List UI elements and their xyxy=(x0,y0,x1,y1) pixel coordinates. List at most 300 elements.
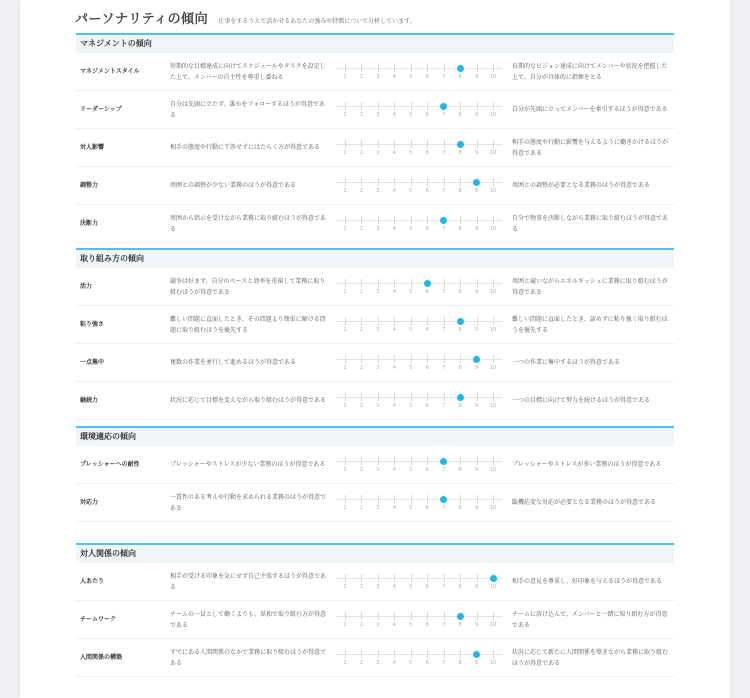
scale-number: 6 xyxy=(425,226,429,232)
trait-row xyxy=(76,446,674,484)
scale-number: 6 xyxy=(425,74,429,80)
section-2 xyxy=(76,426,674,522)
scale-number: 9 xyxy=(474,74,479,80)
trait-row xyxy=(76,53,674,91)
trait-row xyxy=(76,91,674,129)
scale-number: 9 xyxy=(474,289,479,295)
score-marker xyxy=(473,179,480,186)
scale-tick xyxy=(411,355,412,363)
scale-tick xyxy=(477,317,478,325)
trait-right-description: 難しい問題に直面したとき、諦めずに粘り強く取り組むほうを優先する xyxy=(512,315,668,334)
scale-number: 8 xyxy=(458,622,462,628)
scale-number: 4 xyxy=(392,226,396,232)
scale-tick xyxy=(427,650,428,658)
scale-tick xyxy=(411,64,412,72)
score-marker xyxy=(440,496,447,503)
trait-right-description: 一つの目標に向けて努力を続けるほうが得意である xyxy=(512,397,651,404)
scale-number: 7 xyxy=(442,289,446,295)
page-header xyxy=(75,8,416,27)
scale-number: 8 xyxy=(458,403,462,409)
scale-tick xyxy=(411,216,412,224)
trait-scale xyxy=(336,494,502,516)
scale-number: 5 xyxy=(409,584,413,590)
trait-left-description: すでにある人間関係のなかで業務に取り組むほうが得意である xyxy=(170,648,327,667)
scale-number: 9 xyxy=(474,365,479,371)
scale-number: 3 xyxy=(376,188,380,194)
scale-number: 5 xyxy=(409,403,413,409)
trait-right-description: 相手の意見を尊重し、好印象を与えるほうが得意である xyxy=(512,578,663,585)
scale-tick xyxy=(493,64,494,72)
scale-tick xyxy=(345,650,346,658)
scale-tick xyxy=(460,457,461,465)
scale-number: 1 xyxy=(343,150,347,156)
scale-tick xyxy=(361,457,362,465)
trait-right-description: チームに溶け込んで、メンバーと一緒に取り組む方が得意である xyxy=(512,610,668,629)
trait-row xyxy=(76,601,674,639)
scale-number: 4 xyxy=(392,505,396,511)
scale-number: 4 xyxy=(392,660,396,666)
scale-number: 1 xyxy=(343,622,347,628)
scale-tick xyxy=(444,650,445,658)
scale-number: 5 xyxy=(409,660,413,666)
scale-number: 4 xyxy=(392,403,396,409)
scale-tick xyxy=(345,495,346,503)
trait-row xyxy=(76,563,674,601)
scale-number: 5 xyxy=(409,622,413,628)
scale-number: 2 xyxy=(359,467,364,473)
trait-right-description: 自分で物事を決断しながら業務に取り組むほうが得意である xyxy=(512,214,669,233)
scale-tick xyxy=(345,355,346,363)
scale-number: 4 xyxy=(392,188,396,194)
scale-tick xyxy=(427,574,428,582)
score-marker xyxy=(473,356,480,363)
trait-left-description: プレッシャーやストレスが少ない業務のほうが得意である xyxy=(170,461,326,468)
scale-tick xyxy=(411,140,412,148)
trait-right-description: 一つの作業に集中するほうが得意である xyxy=(512,359,621,366)
score-marker xyxy=(440,458,447,465)
scale-tick xyxy=(378,102,379,110)
scale-tick xyxy=(361,317,362,325)
trait-left-description: 短期的な目標達成に向けてスケジュールやタスクを設定した上で、メンバーの自主性を尊重し委ねる xyxy=(170,62,326,81)
scale-number: 8 xyxy=(458,226,462,232)
scale-tick xyxy=(361,393,362,401)
scale-tick xyxy=(345,393,346,401)
scale-number: 6 xyxy=(425,112,429,118)
scale-tick xyxy=(477,393,478,401)
scale-number: 6 xyxy=(425,188,429,194)
scale-tick xyxy=(361,140,362,148)
scale-tick xyxy=(394,216,395,224)
scale-tick xyxy=(444,355,445,363)
scale-number: 9 xyxy=(474,467,479,473)
scale-tick xyxy=(427,64,428,72)
scale-number: 10 xyxy=(489,467,497,473)
scale-number: 2 xyxy=(359,188,364,194)
trait-scale xyxy=(336,354,502,376)
score-marker xyxy=(457,613,464,620)
score-marker xyxy=(424,280,431,287)
scale-number: 5 xyxy=(409,112,413,118)
trait-left-description: 自分は先頭に立たず、誰かをフォローするほうが得意である xyxy=(170,100,325,119)
scale-tick xyxy=(477,495,478,503)
trait-label: 決断力 xyxy=(80,220,99,227)
scale-tick xyxy=(411,317,412,325)
scale-tick xyxy=(345,612,346,620)
scale-number: 6 xyxy=(425,403,429,409)
score-marker xyxy=(440,217,447,224)
scale-tick xyxy=(345,216,346,224)
scale-number: 2 xyxy=(359,365,364,371)
scale-number: 3 xyxy=(376,327,380,333)
scale-number: 7 xyxy=(442,584,446,590)
section-heading: 環境適応の傾向 xyxy=(76,426,674,446)
trait-label: 対応力 xyxy=(80,499,99,506)
scale-number: 9 xyxy=(474,150,479,156)
scale-number: 6 xyxy=(425,660,429,666)
score-marker xyxy=(457,141,464,148)
trait-scale xyxy=(336,611,502,633)
scale-number: 10 xyxy=(489,622,497,628)
scale-number: 1 xyxy=(343,226,347,232)
scale-number: 3 xyxy=(376,467,380,473)
scale-tick xyxy=(378,355,379,363)
trait-right-description: 相手の態度や行動に影響を与えるように働きかけるほうが得意である xyxy=(512,138,669,157)
scale-number: 4 xyxy=(392,467,396,473)
scale-number: 10 xyxy=(489,660,497,666)
scale-number: 8 xyxy=(458,289,462,295)
trait-label: 粘り強さ xyxy=(80,321,105,328)
scale-number: 2 xyxy=(359,150,364,156)
trait-scale xyxy=(336,278,502,300)
trait-row xyxy=(76,306,674,344)
trait-label: 人間関係の構築 xyxy=(80,654,123,661)
scale-tick xyxy=(427,612,428,620)
trait-left-description: チームの一員として働くよりも、単独で取り組む方が得意である xyxy=(170,610,327,629)
trait-left-description: 一貫性のある考えや行動を求められる業務のほうが得意である xyxy=(170,493,327,512)
scale-tick xyxy=(460,216,461,224)
scale-number: 3 xyxy=(376,150,380,156)
trait-right-description: 臨機応変な対応が必要となる業務のほうが得意である xyxy=(512,499,657,506)
scale-tick xyxy=(345,64,346,72)
scale-tick xyxy=(444,178,445,186)
scale-tick xyxy=(361,574,362,582)
scale-number: 6 xyxy=(425,150,429,156)
scale-tick xyxy=(378,495,379,503)
trait-right-description: 周囲と競いながらエネルギッシュに業務に取り組むほうが得意である xyxy=(512,277,668,296)
trait-scale xyxy=(336,63,502,85)
scale-number: 3 xyxy=(376,226,380,232)
trait-left-description: 状況に応じて目標を変えながら取り組むほうが得意である xyxy=(170,397,327,404)
trait-label: 一点集中 xyxy=(80,359,105,366)
scale-tick xyxy=(427,457,428,465)
scale-tick xyxy=(378,650,379,658)
scale-number: 1 xyxy=(343,327,347,333)
score-marker xyxy=(457,318,464,325)
scale-number: 10 xyxy=(489,226,497,232)
scale-number: 9 xyxy=(474,112,479,118)
scale-tick xyxy=(493,495,494,503)
scale-number: 7 xyxy=(442,112,446,118)
scale-number: 5 xyxy=(409,467,413,473)
trait-scale xyxy=(336,649,502,671)
trait-label: 対人影響 xyxy=(80,144,105,151)
scale-tick xyxy=(394,64,395,72)
scale-number: 8 xyxy=(458,188,462,194)
scale-number: 7 xyxy=(442,660,446,666)
scale-tick xyxy=(427,393,428,401)
scale-number: 9 xyxy=(474,327,479,333)
scale-tick xyxy=(394,317,395,325)
scale-tick xyxy=(427,355,428,363)
trait-label: リーダーシップ xyxy=(80,106,122,113)
scale-number: 6 xyxy=(425,327,429,333)
scale-number: 1 xyxy=(343,188,347,194)
scale-tick xyxy=(394,393,395,401)
scale-tick xyxy=(427,140,428,148)
scale-tick xyxy=(460,355,461,363)
score-marker xyxy=(440,103,447,110)
scale-number: 1 xyxy=(343,505,347,511)
trait-label: 調整力 xyxy=(80,182,99,189)
scale-number: 8 xyxy=(458,584,462,590)
scale-number: 3 xyxy=(376,505,380,511)
scale-number: 5 xyxy=(409,505,413,511)
trait-right-description: 周囲との調整が必要となる業務のほうが得意である xyxy=(512,182,651,189)
scale-number: 9 xyxy=(474,584,479,590)
scale-tick xyxy=(394,355,395,363)
scale-number: 1 xyxy=(343,365,347,371)
scale-tick xyxy=(345,574,346,582)
scale-number: 7 xyxy=(442,365,446,371)
scale-number: 2 xyxy=(359,112,364,118)
scale-number: 5 xyxy=(409,188,413,194)
scale-tick xyxy=(493,216,494,224)
trait-left-description: 相手の態度や行動に干渉せずにはたらく方が得意である xyxy=(170,144,321,151)
scale-tick xyxy=(345,140,346,148)
scale-number: 8 xyxy=(458,660,462,666)
scale-tick xyxy=(493,355,494,363)
section-1 xyxy=(76,248,674,420)
trait-row xyxy=(76,167,674,205)
trait-left-description: 複数の作業を並行して進めるほうが得意である xyxy=(170,359,297,366)
scale-tick xyxy=(378,457,379,465)
trait-left-description: 難しい問題に直面したとき、その問題より簡単に解ける問題に取り組むほうを優先する xyxy=(170,315,326,334)
trait-left-description: 周囲から指示を受けながら業務に取り組むほうが得意である xyxy=(170,214,327,233)
section-heading: 取り組み方の傾向 xyxy=(76,248,674,268)
scale-tick xyxy=(361,178,362,186)
scale-tick xyxy=(444,393,445,401)
scale-tick xyxy=(411,102,412,110)
scale-number: 10 xyxy=(489,289,497,295)
scale-number: 10 xyxy=(489,403,497,409)
scale-number: 6 xyxy=(425,365,429,371)
trait-right-description: 長期的なビジョン達成に向けてメンバーや状況を把握した上で、自分が具体的に指揮をとる xyxy=(512,62,668,81)
scale-number: 1 xyxy=(343,403,347,409)
scale-tick xyxy=(411,279,412,287)
scale-tick xyxy=(361,102,362,110)
scale-number: 10 xyxy=(489,327,497,333)
trait-scale xyxy=(336,316,502,338)
scale-number: 4 xyxy=(392,112,396,118)
scale-number: 2 xyxy=(359,622,364,628)
scale-tick xyxy=(345,457,346,465)
scale-tick xyxy=(345,102,346,110)
scale-number: 1 xyxy=(343,74,347,80)
scale-number: 4 xyxy=(392,584,396,590)
scale-number: 3 xyxy=(376,74,380,80)
scale-number: 8 xyxy=(458,112,462,118)
scale-tick xyxy=(361,64,362,72)
scale-tick xyxy=(477,574,478,582)
scale-tick xyxy=(493,393,494,401)
scale-number: 8 xyxy=(458,74,462,80)
trait-label: マネジメントスタイル xyxy=(80,68,140,75)
trait-row xyxy=(76,639,674,677)
scale-number: 2 xyxy=(359,327,364,333)
scale-tick xyxy=(394,650,395,658)
scale-number: 2 xyxy=(359,226,364,232)
section-heading: マネジメントの傾向 xyxy=(76,33,674,53)
scale-tick xyxy=(493,457,494,465)
scale-number: 2 xyxy=(359,289,364,295)
score-marker xyxy=(490,575,497,582)
scale-number: 4 xyxy=(392,327,396,333)
trait-left-description: 周囲との調整が少ない業務のほうが得意である xyxy=(170,182,297,189)
section-3 xyxy=(76,543,674,677)
scale-number: 7 xyxy=(442,327,446,333)
scale-number: 4 xyxy=(392,74,396,80)
scale-tick xyxy=(378,612,379,620)
scale-number: 9 xyxy=(474,660,479,666)
scale-number: 10 xyxy=(489,188,497,194)
scale-number: 3 xyxy=(376,622,380,628)
scale-tick xyxy=(444,64,445,72)
scale-tick xyxy=(411,574,412,582)
scale-number: 5 xyxy=(409,327,413,333)
scale-number: 10 xyxy=(489,505,497,511)
trait-label: 人あたり xyxy=(80,578,105,585)
scale-tick xyxy=(378,140,379,148)
scale-tick xyxy=(345,317,346,325)
scale-number: 10 xyxy=(489,584,497,590)
scale-tick xyxy=(460,279,461,287)
scale-number: 2 xyxy=(359,505,364,511)
scale-tick xyxy=(427,495,428,503)
page-title: パーソナリティの傾向 xyxy=(75,12,209,27)
trait-row xyxy=(76,205,674,243)
scale-number: 2 xyxy=(359,403,364,409)
scale-number: 4 xyxy=(392,289,396,295)
scale-tick xyxy=(427,216,428,224)
scale-tick xyxy=(378,317,379,325)
scale-number: 3 xyxy=(376,289,380,295)
section-0 xyxy=(76,33,674,243)
scale-number: 8 xyxy=(458,150,462,156)
trait-row xyxy=(76,382,674,420)
scale-tick xyxy=(477,64,478,72)
scale-tick xyxy=(394,279,395,287)
trait-left-description: 競争は好まず、自分のペースと効率を重視して業務に取り組むほうが得意である xyxy=(170,277,326,296)
scale-tick xyxy=(394,574,395,582)
scale-number: 1 xyxy=(343,660,347,666)
scale-tick xyxy=(378,279,379,287)
scale-tick xyxy=(361,495,362,503)
scale-number: 3 xyxy=(376,403,380,409)
scale-tick xyxy=(361,216,362,224)
scale-number: 7 xyxy=(442,403,446,409)
page-subtitle: 仕事をするうえで活かせるあなたの強みや特徴について分析しています。 xyxy=(218,18,416,25)
scale-number: 9 xyxy=(474,226,479,232)
trait-scale xyxy=(336,101,502,123)
scale-number: 2 xyxy=(359,74,364,80)
scale-tick xyxy=(394,102,395,110)
scale-tick xyxy=(394,495,395,503)
scale-tick xyxy=(444,140,445,148)
scale-tick xyxy=(378,216,379,224)
scale-tick xyxy=(460,178,461,186)
scale-tick xyxy=(378,574,379,582)
scale-tick xyxy=(411,393,412,401)
trait-label: チームワーク xyxy=(80,616,117,623)
scale-number: 10 xyxy=(489,74,497,80)
scale-tick xyxy=(361,355,362,363)
trait-scale xyxy=(336,215,502,237)
trait-scale xyxy=(336,139,502,161)
scale-tick xyxy=(493,612,494,620)
trait-row xyxy=(76,344,674,382)
scale-number: 5 xyxy=(409,226,413,232)
scale-tick xyxy=(361,650,362,658)
scale-tick xyxy=(361,279,362,287)
scale-number: 9 xyxy=(474,505,479,511)
scale-number: 7 xyxy=(442,150,446,156)
scale-tick xyxy=(460,574,461,582)
scale-tick xyxy=(378,178,379,186)
trait-scale xyxy=(336,456,502,478)
trait-label: 継続力 xyxy=(80,397,99,404)
scale-tick xyxy=(427,102,428,110)
scale-tick xyxy=(444,317,445,325)
trait-label: 活力 xyxy=(80,283,93,290)
trait-scale xyxy=(336,573,502,595)
scale-tick xyxy=(477,140,478,148)
scale-tick xyxy=(477,612,478,620)
scale-number: 8 xyxy=(458,365,462,371)
scale-tick xyxy=(444,612,445,620)
scale-number: 5 xyxy=(409,150,413,156)
scale-tick xyxy=(493,279,494,287)
scale-tick xyxy=(411,495,412,503)
scale-number: 10 xyxy=(489,112,497,118)
scale-number: 5 xyxy=(409,365,413,371)
scale-number: 10 xyxy=(489,150,497,156)
trait-right-description: 自分が先頭に立ってメンバーを牽引するほうが得意である xyxy=(512,106,668,113)
scale-number: 7 xyxy=(442,622,446,628)
scale-tick xyxy=(411,650,412,658)
trait-row xyxy=(76,268,674,306)
scale-number: 9 xyxy=(474,403,479,409)
scale-tick xyxy=(460,102,461,110)
trait-left-description: 相手が受ける印象を気にせず自己主張するほうが得意である xyxy=(170,572,327,591)
scale-number: 7 xyxy=(442,467,446,473)
scale-number: 5 xyxy=(409,289,413,295)
scale-number: 8 xyxy=(458,505,462,511)
scale-tick xyxy=(477,102,478,110)
scale-number: 6 xyxy=(425,505,429,511)
scale-tick xyxy=(411,178,412,186)
section-heading: 対人関係の傾向 xyxy=(76,543,674,563)
scale-number: 7 xyxy=(442,226,446,232)
